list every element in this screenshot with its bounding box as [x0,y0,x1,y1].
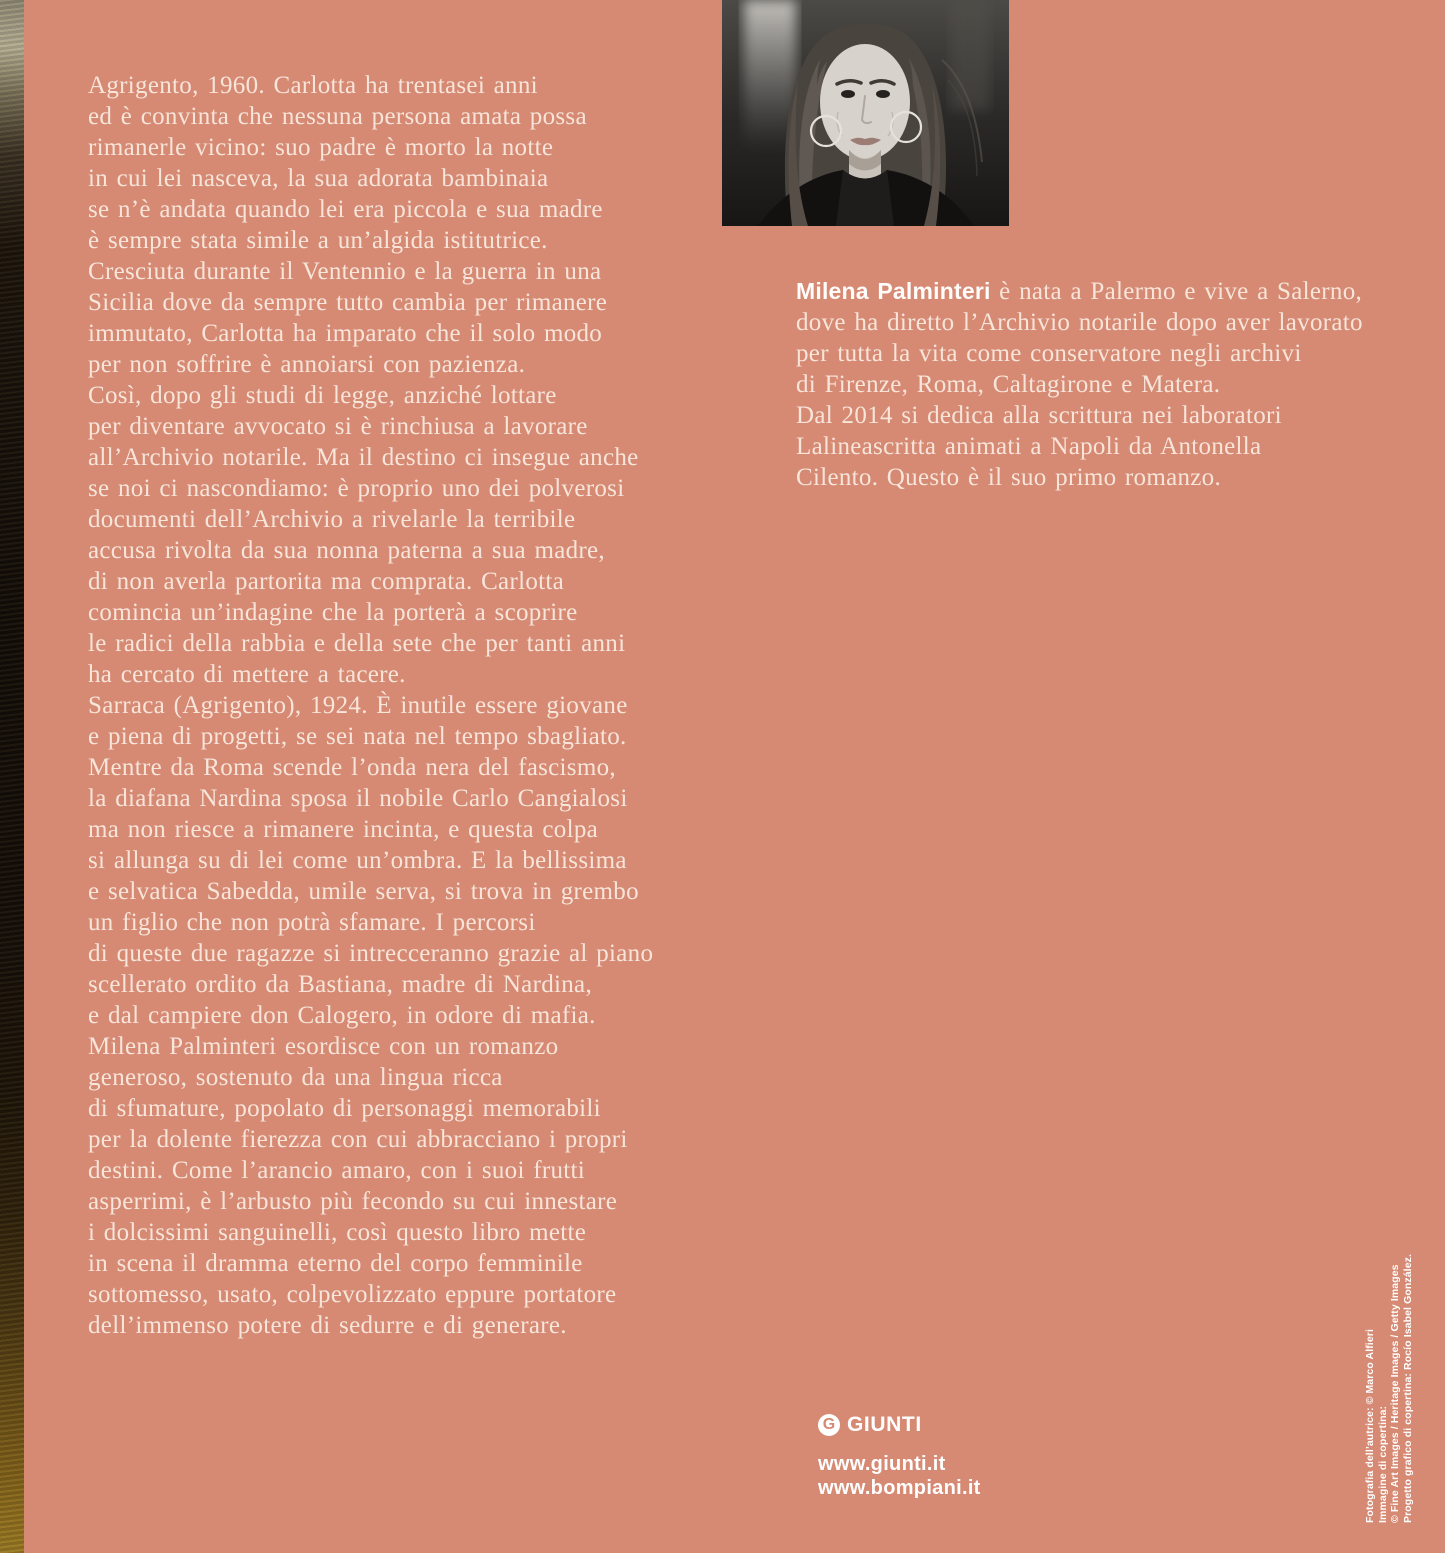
text-line: Cresciuta durante il Ventennio e la guerra in una [88,258,602,285]
text-line: se n’è andata quando lei era piccola e sua madre [88,196,603,223]
text-line: dell’immenso potere di sedurre e di generare. [88,1312,567,1339]
text-line: ma non riesce a rimanere incinta, e questa colpa [88,816,599,843]
text-line: Sicilia dove da sempre tutto cambia per rimanere [88,289,608,316]
text-line: in scena il dramma eterno del corpo femminile [88,1250,583,1277]
text-line: Milena Palminteri esordisce con un romanzo [88,1033,559,1060]
text-line: all’Archivio notarile. Ma il destino ci insegue anche [88,444,639,471]
author-photo-illustration [722,0,1009,226]
text-line: di queste due ragazze si intrecceranno grazie al piano [88,940,654,967]
text-line: www.giunti.it [818,1453,946,1475]
author-photo [722,0,1009,226]
synopsis-text [88,70,653,1341]
text-line: Immagine di copertina: [1376,1405,1389,1523]
giunti-logo-icon: G [818,1414,840,1436]
text-line: Mentre da Roma scende l’onda nera del fascismo, [88,754,616,781]
text-line: ed è convinta che nessuna persona amata possa [88,103,587,130]
text-line: documenti dell’Archivio a rivelarle la terribile [88,506,576,533]
text-line: asperrimi, è l’arbusto più fecondo su cui innestare [88,1188,618,1215]
author-bio-first-line [796,276,1363,307]
text-line: © Fine Art Images / Heritage Images / Getty Images [1389,1264,1401,1523]
text-line: www.bompiani.it [818,1477,981,1499]
text-line: in cui lei nasceva, la sua adorata bambinaia [88,165,549,192]
text-line: Lalineascritta animati a Napoli da Antonella [796,433,1262,460]
text-line: scellerato ordito da Bastiana, madre di Nardina, [88,971,592,998]
text-line: e piena di progetti, se sei nata nel tempo sbagliato. [88,723,627,750]
text-line: per la dolente fierezza con cui abbracciano i propri [88,1126,628,1153]
giunti-logo [818,1413,981,1437]
author-bio-first-line-rest: è nata a Palermo e vive a Salerno, [990,278,1363,305]
text-line: accusa rivolta da sua nonna paterna a sua madre, [88,537,605,564]
publisher-websites [818,1452,981,1500]
photo-credits [1364,1223,1414,1523]
text-line: immutato, Carlotta ha imparato che il solo modo [88,320,603,347]
text-line: un figlio che non potrà sfamare. I percorsi [88,909,536,936]
text-line: dove ha diretto l’Archivio notarile dopo aver lavorato [796,309,1363,336]
cover-art-strip [0,0,24,1553]
text-line: Progetto grafico di copertina: Rocío Isabel González. [1401,1253,1414,1523]
text-line: per diventare avvocato si è rinchiusa a lavorare [88,413,588,440]
text-line: rimanerle vicino: suo padre è morto la notte [88,134,554,161]
text-line: di non averla partorita ma comprata. Carlotta [88,568,565,595]
text-line: le radici della rabbia e della sete che per tanti anni [88,630,626,657]
text-line: generoso, sostenuto da una lingua ricca [88,1064,503,1091]
text-line: per tutta la vita come conservatore negli archivi [796,340,1302,367]
text-line: si allunga su di lei come un’ombra. E la bellissima [88,847,627,874]
text-line: e dal campiere don Calogero, in odore di mafia. [88,1002,596,1029]
text-line: è sempre stata simile a un’algida istitutrice. [88,227,548,254]
text-line: e selvatica Sabedda, umile serva, si trova in grembo [88,878,639,905]
author-name: Milena Palminteri [796,278,991,304]
text-line: sottomesso, usato, colpevolizzato eppure portatore [88,1281,617,1308]
text-line: se noi ci nascondiamo: è proprio uno dei polverosi [88,475,625,502]
text-line: di sfumature, popolato di personaggi memorabili [88,1095,601,1122]
text-line: i dolcissimi sanguinelli, così questo libro mette [88,1219,587,1246]
text-line: di Firenze, Roma, Caltagirone e Matera. [796,371,1221,398]
publisher-block [818,1413,981,1500]
text-line: per non soffrire è annoiarsi con pazienza. [88,351,526,378]
author-bio-lines [796,307,1363,493]
text-line: Così, dopo gli studi di legge, anziché lottare [88,382,557,409]
text-line: Agrigento, 1960. Carlotta ha trentasei anni [88,72,538,99]
text-line: Cilento. Questo è il suo primo romanzo. [796,464,1222,491]
text-line: destini. Come l’arancio amaro, con i suoi frutti [88,1157,586,1184]
text-line: Dal 2014 si dedica alla scrittura nei laboratori [796,402,1282,429]
text-line: la diafana Nardina sposa il nobile Carlo Cangialosi [88,785,628,812]
text-line: Sarraca (Agrigento), 1924. È inutile essere giovane [88,692,628,719]
text-line: comincia un’indagine che la porterà a scoprire [88,599,578,626]
text-line: Fotografia dell’autrice: © Marco Alfieri [1364,1329,1376,1523]
author-bio [796,276,1363,493]
giunti-logo-text: GIUNTI [847,1413,922,1436]
text-line: ha cercato di mettere a tacere. [88,661,406,688]
